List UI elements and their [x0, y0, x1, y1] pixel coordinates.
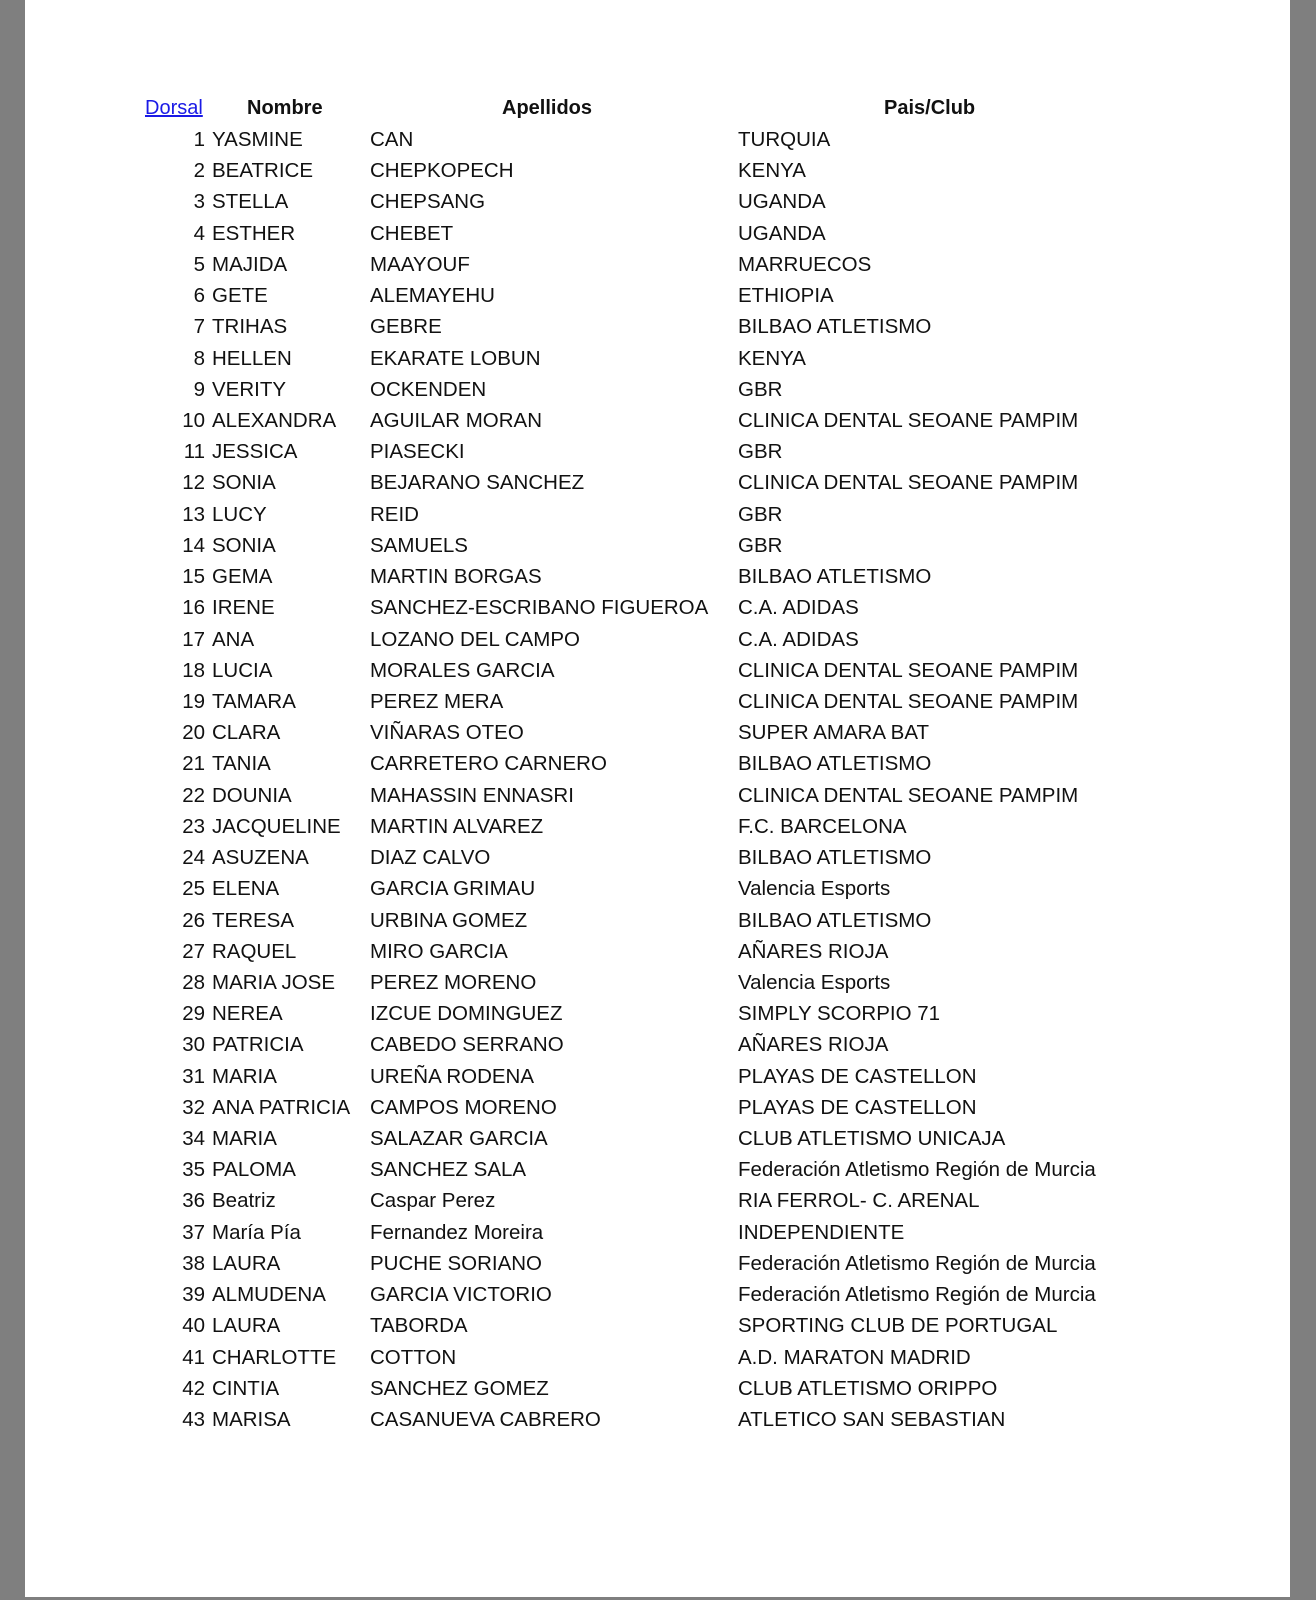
nombre-cell: ELENA: [212, 877, 280, 901]
club-cell: UGANDA: [738, 190, 826, 214]
apellidos-cell: CHEPKOPECH: [370, 159, 514, 183]
dorsal-cell: 19: [182, 689, 205, 713]
club-cell: GBR: [738, 377, 783, 401]
club-cell: CLUB ATLETISMO UNICAJA: [738, 1127, 1006, 1151]
nombre-cell: HELLEN: [212, 346, 292, 370]
dorsal-cell: 14: [182, 533, 205, 557]
apellidos-cell: TABORDA: [370, 1314, 468, 1338]
apellidos-cell: PEREZ MORENO: [370, 970, 537, 994]
nombre-cell: JACQUELINE: [212, 814, 341, 838]
dorsal-cell: 12: [182, 471, 205, 495]
dorsal-cell: 25: [182, 877, 205, 901]
nombre-cell: IRENE: [212, 596, 275, 620]
apellidos-cell: MIRO GARCIA: [370, 939, 508, 963]
club-cell: CLINICA DENTAL SEOANE PAMPIM: [738, 471, 1079, 495]
apellidos-cell: SANCHEZ SALA: [370, 1158, 527, 1182]
apellidos-cell: OCKENDEN: [370, 377, 487, 401]
apellidos-cell: SALAZAR GARCIA: [370, 1127, 548, 1151]
nombre-cell: LUCIA: [212, 658, 273, 682]
dorsal-cell: 21: [182, 752, 205, 776]
nombre-cell: MARIA: [212, 1064, 277, 1088]
club-cell: BILBAO ATLETISMO: [738, 565, 932, 589]
apellidos-cell: GARCIA VICTORIO: [370, 1283, 552, 1307]
dorsal-cell: 5: [193, 252, 205, 276]
apellidos-cell: SANCHEZ-ESCRIBANO FIGUEROA: [370, 596, 709, 620]
nombre-cell: TRIHAS: [212, 315, 288, 339]
club-cell: TURQUIA: [738, 128, 831, 151]
club-cell: ETHIOPIA: [738, 284, 834, 308]
apellidos-cell: SAMUELS: [370, 533, 468, 557]
dorsal-cell: 3: [193, 190, 205, 214]
nombre-cell: ALMUDENA: [212, 1283, 326, 1307]
dorsal-cell: 17: [182, 627, 205, 651]
club-cell: BILBAO ATLETISMO: [738, 315, 932, 339]
nombre-cell: MARIA JOSE: [212, 970, 336, 994]
nombre-cell: TAMARA: [212, 689, 296, 713]
nombre-cell: MARISA: [212, 1408, 291, 1432]
header-apellidos: Apellidos: [502, 97, 593, 119]
dorsal-cell: 13: [182, 502, 205, 526]
club-cell: C.A. ADIDAS: [738, 627, 859, 651]
dorsal-cell: 35: [182, 1158, 205, 1182]
document-page: [25, 0, 1290, 1597]
apellidos-cell: CABEDO SERRANO: [370, 1033, 564, 1057]
club-cell: AÑARES RIOJA: [738, 939, 889, 963]
nombre-cell: YASMINE: [212, 128, 303, 151]
nombre-cell: CHARLOTTE: [212, 1345, 337, 1369]
apellidos-cell: PEREZ MERA: [370, 689, 504, 713]
nombre-cell: VERITY: [212, 377, 287, 401]
dorsal-cell: 39: [182, 1283, 205, 1307]
dorsal-cell: 43: [182, 1408, 205, 1432]
dorsal-cell: 18: [182, 658, 205, 682]
apellidos-cell: GEBRE: [370, 315, 442, 339]
club-cell: UGANDA: [738, 221, 826, 245]
club-cell: BILBAO ATLETISMO: [738, 846, 932, 870]
apellidos-cell: MARTIN ALVAREZ: [370, 814, 544, 838]
nombre-cell: Beatriz: [212, 1189, 276, 1213]
apellidos-cell: IZCUE DOMINGUEZ: [370, 1002, 563, 1026]
dorsal-cell: 24: [182, 846, 205, 870]
apellidos-cell: CAMPOS MORENO: [370, 1095, 557, 1119]
apellidos-cell: CAN: [370, 128, 414, 151]
header-pais-club: Pais/Club: [884, 97, 976, 119]
nombre-cell: TERESA: [212, 908, 295, 932]
apellidos-cell: AGUILAR MORAN: [370, 408, 542, 432]
club-cell: SUPER AMARA BAT: [738, 721, 930, 745]
club-cell: CLINICA DENTAL SEOANE PAMPIM: [738, 408, 1079, 432]
dorsal-cell: 6: [193, 284, 205, 308]
apellidos-cell: DIAZ CALVO: [370, 846, 491, 870]
apellidos-cell: PUCHE SORIANO: [370, 1251, 542, 1275]
nombre-cell: GEMA: [212, 565, 273, 589]
dorsal-cell: 26: [182, 908, 205, 932]
club-cell: CLUB ATLETISMO ORIPPO: [738, 1376, 998, 1400]
nombre-cell: MARIA: [212, 1127, 277, 1151]
apellidos-cell: BEJARANO SANCHEZ: [370, 471, 585, 495]
header-nombre: Nombre: [247, 97, 323, 119]
apellidos-cell: VIÑARAS OTEO: [370, 721, 524, 745]
club-cell: ATLETICO SAN SEBASTIAN: [738, 1408, 1006, 1432]
club-cell: INDEPENDIENTE: [738, 1220, 905, 1244]
dorsal-cell: 30: [182, 1033, 205, 1057]
club-cell: F.C. BARCELONA: [738, 814, 907, 838]
nombre-cell: NEREA: [212, 1002, 283, 1026]
club-cell: RIA FERROL- C. ARENAL: [738, 1189, 980, 1213]
nombre-cell: DOUNIA: [212, 783, 292, 807]
apellidos-cell: PIASECKI: [370, 440, 465, 464]
dorsal-cell: 42: [182, 1376, 205, 1400]
nombre-cell: María Pía: [212, 1220, 301, 1244]
club-cell: PLAYAS DE CASTELLON: [738, 1064, 977, 1088]
club-cell: GBR: [738, 502, 783, 526]
apellidos-cell: ALEMAYEHU: [370, 284, 495, 308]
nombre-cell: ANA PATRICIA: [212, 1095, 351, 1119]
dorsal-cell: 34: [182, 1127, 205, 1151]
club-cell: CLINICA DENTAL SEOANE PAMPIM: [738, 783, 1079, 807]
dorsal-cell: 11: [183, 440, 205, 464]
nombre-cell: ALEXANDRA: [212, 408, 337, 432]
dorsal-cell: 22: [182, 783, 205, 807]
club-cell: MARRUECOS: [738, 252, 872, 276]
apellidos-cell: REID: [370, 502, 419, 526]
apellidos-cell: Fernandez Moreira: [370, 1220, 544, 1244]
dorsal-cell: 40: [182, 1314, 205, 1338]
club-cell: Federación Atletismo Región de Murcia: [738, 1251, 1096, 1275]
apellidos-cell: URBINA GOMEZ: [370, 908, 528, 932]
apellidos-cell: MORALES GARCIA: [370, 658, 555, 682]
club-cell: Valencia Esports: [738, 877, 891, 901]
dorsal-cell: 10: [182, 408, 205, 432]
apellidos-cell: COTTON: [370, 1345, 457, 1369]
apellidos-cell: GARCIA GRIMAU: [370, 877, 536, 901]
club-cell: C.A. ADIDAS: [738, 596, 859, 620]
dorsal-cell: 9: [193, 377, 205, 401]
nombre-cell: CINTIA: [212, 1376, 280, 1400]
dorsal-cell: 29: [182, 1002, 205, 1026]
club-cell: AÑARES RIOJA: [738, 1033, 889, 1057]
nombre-cell: SONIA: [212, 471, 276, 495]
dorsal-cell: 31: [182, 1064, 205, 1088]
club-cell: CLINICA DENTAL SEOANE PAMPIM: [738, 658, 1079, 682]
nombre-cell: LUCY: [212, 502, 267, 526]
apellidos-cell: EKARATE LOBUN: [370, 346, 541, 370]
dorsal-cell: 41: [182, 1345, 205, 1369]
nombre-cell: ASUZENA: [212, 846, 309, 870]
apellidos-cell: SANCHEZ GOMEZ: [370, 1376, 549, 1400]
club-cell: Federación Atletismo Región de Murcia: [738, 1283, 1096, 1307]
club-cell: Federación Atletismo Región de Murcia: [738, 1158, 1096, 1182]
dorsal-sort-link[interactable]: Dorsal: [145, 97, 203, 119]
club-cell: SPORTING CLUB DE PORTUGAL: [738, 1314, 1058, 1338]
nombre-cell: BEATRICE: [212, 159, 313, 183]
dorsal-cell: 32: [182, 1095, 205, 1119]
dorsal-cell: 38: [182, 1251, 205, 1275]
nombre-cell: PATRICIA: [212, 1033, 304, 1057]
club-cell: Valencia Esports: [738, 970, 891, 994]
club-cell: KENYA: [738, 159, 806, 183]
nombre-cell: RAQUEL: [212, 939, 297, 963]
nombre-cell: MAJIDA: [212, 252, 288, 276]
club-cell: KENYA: [738, 346, 806, 370]
dorsal-cell: 27: [182, 939, 205, 963]
apellidos-cell: CASANUEVA CABRERO: [370, 1408, 601, 1432]
nombre-cell: GETE: [212, 284, 268, 308]
nombre-cell: CLARA: [212, 721, 281, 745]
apellidos-cell: CARRETERO CARNERO: [370, 752, 607, 776]
apellidos-cell: CHEBET: [370, 221, 454, 245]
apellidos-cell: CHEPSANG: [370, 190, 486, 214]
dorsal-cell: 4: [193, 221, 205, 245]
club-cell: PLAYAS DE CASTELLON: [738, 1095, 977, 1119]
dorsal-cell: 23: [182, 814, 205, 838]
apellidos-cell: UREÑA RODENA: [370, 1064, 535, 1088]
nombre-cell: TANIA: [212, 752, 271, 776]
club-cell: GBR: [738, 533, 783, 557]
club-cell: GBR: [738, 440, 783, 464]
nombre-cell: ANA: [212, 627, 255, 651]
club-cell: BILBAO ATLETISMO: [738, 908, 932, 932]
nombre-cell: JESSICA: [212, 440, 298, 464]
nombre-cell: SONIA: [212, 533, 276, 557]
apellidos-cell: MAAYOUF: [370, 252, 470, 276]
club-cell: CLINICA DENTAL SEOANE PAMPIM: [738, 689, 1079, 713]
dorsal-cell: 7: [193, 315, 205, 339]
dorsal-cell: 20: [182, 721, 205, 745]
apellidos-cell: LOZANO DEL CAMPO: [370, 627, 580, 651]
nombre-cell: STELLA: [212, 190, 289, 214]
club-cell: BILBAO ATLETISMO: [738, 752, 932, 776]
dorsal-cell: 28: [182, 970, 205, 994]
apellidos-cell: MARTIN BORGAS: [370, 565, 542, 589]
dorsal-cell: 16: [182, 596, 205, 620]
dorsal-cell: 15: [182, 565, 205, 589]
apellidos-cell: MAHASSIN ENNASRI: [370, 783, 574, 807]
nombre-cell: PALOMA: [212, 1158, 296, 1182]
apellidos-cell: Caspar Perez: [370, 1189, 496, 1213]
nombre-cell: LAURA: [212, 1251, 281, 1275]
dorsal-cell: 1: [193, 128, 205, 151]
dorsal-cell: 8: [193, 346, 205, 370]
dorsal-cell: 36: [182, 1189, 205, 1213]
dorsal-cell: 37: [182, 1220, 205, 1244]
nombre-cell: ESTHER: [212, 221, 296, 245]
dorsal-cell: 2: [193, 159, 205, 183]
nombre-cell: LAURA: [212, 1314, 281, 1338]
club-cell: SIMPLY SCORPIO 71: [738, 1002, 941, 1026]
club-cell: A.D. MARATON MADRID: [738, 1345, 971, 1369]
